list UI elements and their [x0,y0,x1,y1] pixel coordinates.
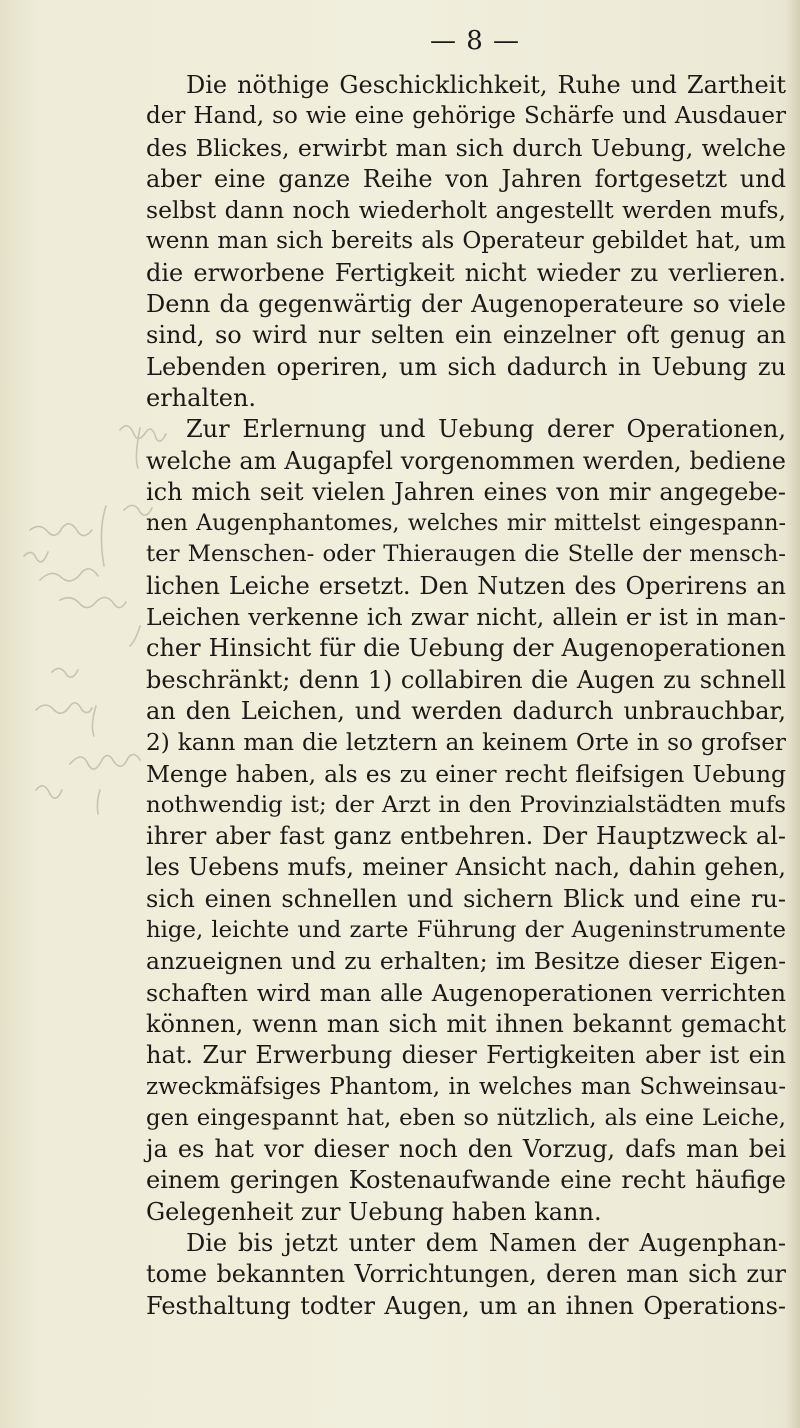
text-line: beschränkt; denn 1) collabiren die Augen zu schnell [146,665,786,694]
text-line: selbst dann noch wiederholt angestellt werden mufs, [146,196,786,225]
text-line: der Hand, so wie eine gehörige Schärfe und Ausdauer [146,103,786,130]
text-line: Menge haben, als es zu einer recht fleifsigen Uebung [146,759,786,788]
text-line: hat. Zur Erwerbung dieser Fertigkeiten aber ist ein [146,1041,786,1070]
text-line: hige, leichte und zarte Führung der Augeninstrumente [146,917,786,944]
text-line: anzueignen und zu erhalten; im Besitze dieser Eigen- [146,947,786,976]
text-line: können, wenn man sich mit ihnen bekannt gemacht [146,1009,786,1038]
text-line: zweckmäfsiges Phantom, in welches man Schweinsau- [146,1073,786,1100]
text-line: ihrer aber fast ganz entbehren. Der Hauptzweck al- [146,822,786,851]
text-line: lichen Leiche ersetzt. Den Nutzen des Operirens an [146,571,786,600]
text-line: nothwendig ist; der Arzt in den Provinzialstädten mufs [146,791,786,818]
text-line: sind, so wird nur selten ein einzelner oft genug an [146,321,786,350]
text-line: Gelegenheit zur Uebung haben kann. [146,1197,602,1226]
text-line: Lebenden operiren, um sich dadurch in Uebung zu [146,352,786,381]
text-line: Denn da gegenwärtig der Augenoperateure so viele [146,290,786,319]
text-line: gen eingespannt hat, eben so nützlich, als eine Leiche, [146,1104,786,1131]
text-line: erhalten. [146,383,257,412]
text-line: die erworbene Fertigkeit nicht wieder zu verlieren. [146,258,786,287]
text-line: Leichen verkenne ich zwar nicht, allein er ist in man- [146,603,786,632]
text-line: Die nöthige Geschicklichkeit, Ruhe und Zartheit [186,71,786,99]
page-number: — 8 — [429,26,521,56]
text-line: ich mich seit vielen Jahren eines von mir angegebe- [146,477,786,506]
text-line: Festhaltung todter Augen, um an ihnen Operations- [146,1291,786,1320]
page-edge-shadow [786,0,800,1428]
text-line: ja es hat vor dieser noch den Vorzug, dafs man bei [146,1135,786,1164]
body-text [146,70,786,1322]
text-line: aber eine ganze Reihe von Jahren fortgesetzt und [146,164,786,193]
text-line: cher Hinsicht für die Uebung der Augenoperationen [146,634,786,663]
text-line: ter Menschen- oder Thieraugen die Stelle der mensch- [146,541,786,568]
text-line: schaften wird man alle Augenoperationen verrichten [146,978,786,1007]
text-line: nen Augenphantomes, welches mir mittelst eingespann- [146,510,786,537]
text-line: tome bekannten Vorrichtungen, deren man sich zur [146,1260,786,1289]
text-line: 2) kann man die letztern an keinem Orte in so grofser [146,729,786,757]
text-line: des Blickes, erwirbt man sich durch Uebung, welche [146,133,786,162]
text-line: sich einen schnellen und sichern Blick und eine ru- [146,884,786,913]
text-line: an den Leichen, und werden dadurch unbrauchbar, [146,696,786,725]
text-line: einem geringen Kostenaufwande eine recht häufige [146,1166,786,1195]
text-line: les Uebens mufs, meiner Ansicht nach, dahin gehen, [146,853,786,882]
text-line: Zur Erlernung und Uebung derer Operationen, [186,415,786,444]
text-line: welche am Augapfel vorgenommen werden, bediene [146,446,786,475]
text-line: Die bis jetzt unter dem Namen der Augenphan- [186,1228,786,1257]
text-line: wenn man sich bereits als Operateur gebildet hat, um [146,228,786,255]
